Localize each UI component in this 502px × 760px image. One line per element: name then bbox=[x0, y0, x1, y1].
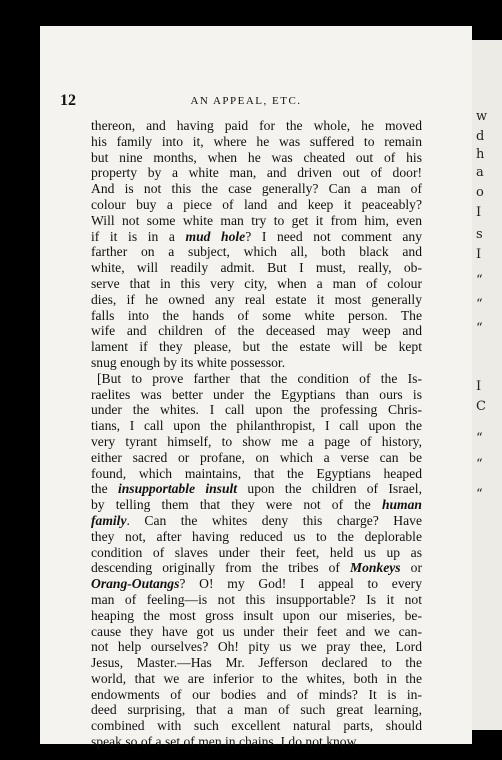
facing-page-fragment: “ bbox=[476, 431, 483, 446]
text-line: man of feeling—is not this insupportable? Is it not bbox=[91, 591, 422, 607]
text-line: found, which maintains, that the Egyptians heaped bbox=[91, 465, 422, 481]
facing-page-fragment: I bbox=[476, 247, 482, 262]
text-line: thereon, and having paid for the whole, he moved bbox=[91, 118, 422, 133]
body-text bbox=[91, 118, 422, 750]
text-line: combined with such excellent natural parts, should bbox=[91, 718, 422, 734]
text-line: white, will readily admit. But I must, really, ob- bbox=[91, 260, 422, 276]
facing-page-fragment: “ bbox=[476, 457, 483, 472]
facing-page-fragment: I bbox=[476, 205, 482, 220]
text-line: farther on a subject, which all, both black and bbox=[91, 244, 422, 260]
facing-page-fragment: “ bbox=[476, 273, 483, 288]
text-line: cause they have got us under their feet and we can- bbox=[91, 623, 422, 639]
text-line: the insupportable insult upon the children of Israel, bbox=[91, 481, 422, 497]
text-line: they not, after having reduced us to the deplorable bbox=[91, 528, 422, 544]
facing-page-fragment: “ bbox=[476, 297, 483, 312]
text-line: wife and children of the deceased may weep and bbox=[91, 323, 422, 339]
text-line: descending originally from the tribes of Monkeys or bbox=[91, 560, 422, 576]
facing-page-fragment: o bbox=[476, 185, 484, 200]
facing-page-fragment: “ bbox=[476, 321, 483, 336]
text-line: serve that in this very city, when a man of colour bbox=[91, 275, 422, 291]
text-line: under the whites. I call upon the professing Chris- bbox=[91, 402, 422, 418]
text-line: [But to prove farther that the condition of the Is- bbox=[97, 370, 422, 386]
text-line: colour buy a piece of land and keep it peaceably? bbox=[91, 196, 422, 212]
text-line: world, that we are inferior to the whites, both in the bbox=[91, 670, 422, 686]
facing-page-fragment: s bbox=[476, 227, 483, 242]
text-line: heaping the most gross insult upon our miseries, be- bbox=[91, 607, 422, 623]
facing-page-fragment: d bbox=[476, 129, 485, 144]
facing-page-fragment: h bbox=[476, 147, 485, 162]
text-line: lament if they please, but the estate will be kept bbox=[91, 339, 422, 355]
text-line: if it is in a mud hole? I need not comment any bbox=[91, 228, 423, 244]
text-line: And is not this the case generally? Can a man of bbox=[91, 181, 422, 197]
text-line: tians, I call upon the philanthropist, I call upon the bbox=[91, 418, 422, 434]
text-line: Jesus, Master.—Has Mr. Jefferson declared to the bbox=[91, 655, 422, 671]
text-line: Will not some white man try to get it from him, even bbox=[91, 212, 422, 228]
text-line: Orang-Outangs? O! my God! I appeal to every bbox=[91, 576, 422, 592]
facing-page-fragment: a bbox=[476, 165, 484, 180]
text-line: snug enough by its white possessor. bbox=[91, 354, 286, 370]
text-line: deed surprising, that a man of such great learning, bbox=[91, 702, 422, 718]
text-line: very tyrant himself, to show me a page of history, bbox=[91, 433, 422, 449]
text-line: family. Can the whites deny this charge? Have bbox=[91, 512, 422, 528]
text-line: dies, if he owned any real estate it most generally bbox=[91, 291, 422, 307]
text-line: endowments of our bodies and of minds? It is in- bbox=[91, 686, 422, 702]
text-line: speak so of a set of men in chains. I do not know bbox=[91, 734, 357, 750]
facing-page-fragment: I bbox=[476, 379, 482, 394]
text-line: his family into it, where he was suffered to remain bbox=[91, 133, 422, 149]
page-number: 12 bbox=[60, 92, 76, 109]
text-line: not help ourselves? Oh! pity us we pray thee, Lord bbox=[91, 639, 422, 655]
text-line: either sacred or profane, on which a verse can be bbox=[91, 449, 422, 465]
text-line: falls into the hands of some white person. The bbox=[91, 307, 422, 323]
page-header bbox=[60, 92, 432, 112]
facing-page-edge bbox=[472, 40, 502, 730]
text-line: by telling them that they were not of the human bbox=[91, 497, 422, 513]
text-line: raelites was better under the Egyptians than ours is bbox=[91, 386, 422, 402]
facing-page-fragment: “ bbox=[476, 487, 483, 502]
running-head: AN APPEAL, ETC. bbox=[190, 95, 302, 107]
text-line: but nine months, when he was cheated out of his bbox=[91, 149, 422, 165]
facing-page-fragment: C bbox=[476, 399, 486, 414]
text-line: property by a white man, and driven out of door! bbox=[91, 165, 422, 181]
text-line: condition of slaves under their feet, held us up as bbox=[91, 544, 422, 560]
facing-page-fragment: w bbox=[476, 109, 488, 124]
